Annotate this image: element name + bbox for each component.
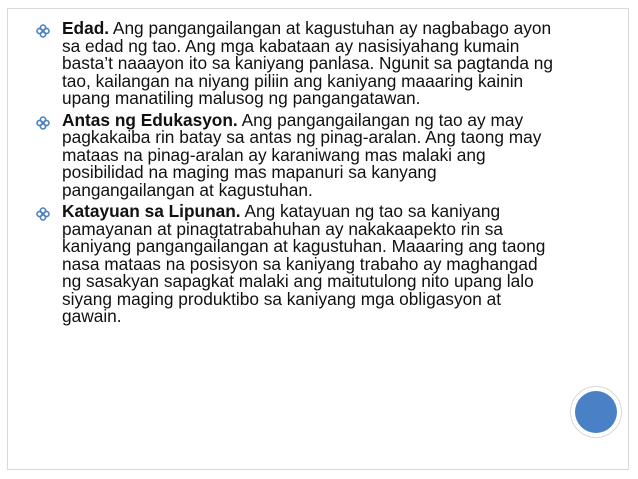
bullet-katayuan-sa-lipunan [26,203,556,326]
bullet-antas-ng-edukasyon [26,109,556,200]
slide-content [26,20,556,330]
bullet-edad [26,20,556,108]
quatrefoil-bullet-icon [36,24,50,38]
bullet-lead: Katayuan sa Lipunan. [62,201,241,221]
bullet-text [62,20,556,108]
quatrefoil-bullet-icon [36,116,50,130]
bullet-lead: Edad. [62,18,110,38]
bullet-body: Ang katayuan ng tao sa kaniyang pamayanan at pinagtatrabahuhan ay nakakaapekto rin sa kaniyang pangangailangan at kagustuhan. Maaaring ang taong nasa mataas na posisyon sa kaniyang trabaho ay maghangad ng sasakyan sapagkat malaki ang maitutulong nito upang lalo siyang maging produktibo sa kaniyang mga obligasyon at gawain. [62,201,546,326]
bullet-body: Ang pangangailangan ng tao ay may pagkakaiba rin batay sa antas ng pinag-aralan. Ang taong may mataas na pinag-aralan ay karaniwang mas malaki ang posibilidad na maging mas mapanuri sa kanyang pangangailangan at kagustuhan. [62,109,542,200]
quatrefoil-bullet-icon [36,207,50,221]
bullet-text [62,203,556,326]
bullet-text [62,109,556,200]
bullet-body: Ang pangangailangan at kagustuhan ay nagbabago ayon sa edad ng tao. Ang mga kabataan ay nasisiyahang kumain basta’t naaayon ito sa kaniyang panlasa. Ngunit sa pagtanda ng tao, kailangan na niyang piliin ang kaniyang maaaring kainin upang manatiling malusog ng pangangatawan. [62,18,553,108]
bullet-lead: Antas ng Edukasyon. [62,109,238,130]
decorative-circle [575,391,617,433]
